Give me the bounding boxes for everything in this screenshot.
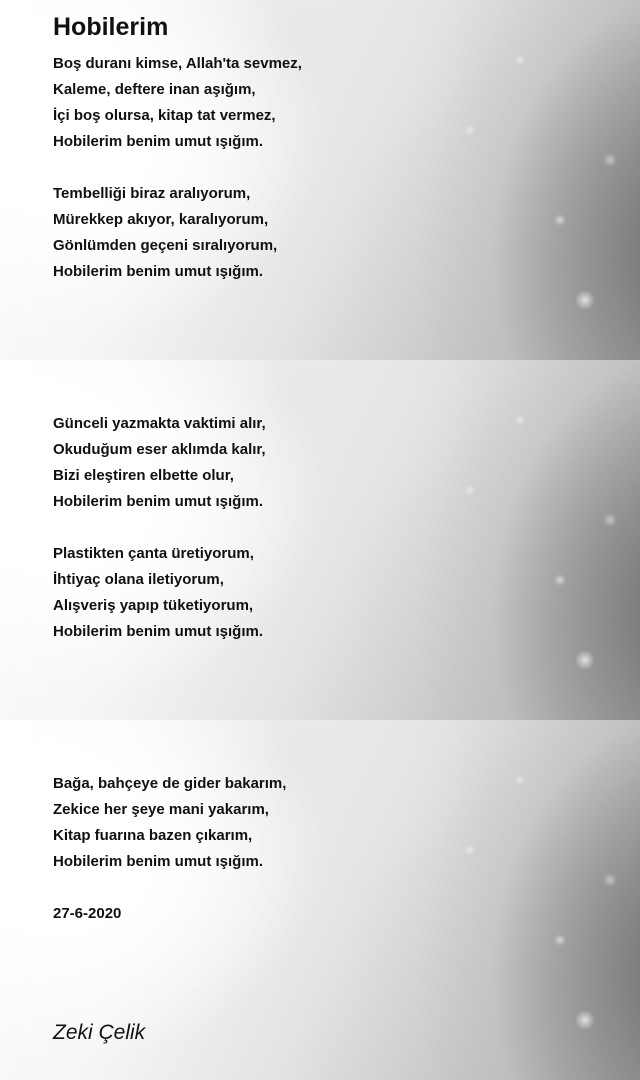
poem-panel-2 (0, 360, 640, 720)
poem-line: Boş duranı kimse, Allah'ta sevmez, (53, 55, 302, 72)
poem-line: Mürekkep akıyor, karalıyorum, (53, 211, 269, 228)
poem-line: Hobilerim benim umut ışığım. (53, 623, 264, 640)
poem-line: Günceli yazmakta vaktimi alır, (53, 415, 266, 432)
poem-line: İçi boş olursa, kitap tat vermez, (53, 107, 276, 124)
poem-line: Tembelliği biraz aralıyorum, (53, 185, 251, 202)
stanza-3 (53, 411, 266, 515)
poem-line: Kitap fuarına bazen çıkarım, (53, 827, 253, 844)
stanza-1 (53, 51, 302, 155)
poem-line: Kaleme, deftere inan aşığım, (53, 81, 256, 98)
poem-line: Bağa, bahçeye de gider bakarım, (53, 775, 287, 792)
poem-panel-3 (0, 720, 640, 1080)
poem-line: Hobilerim benim umut ışığım. (53, 133, 264, 150)
stanza-2 (53, 181, 277, 285)
poem-title: Hobilerim (53, 13, 169, 41)
poem-author: Zeki Çelik (53, 1021, 146, 1044)
poem-line: Alışveriş yapıp tüketiyorum, (53, 597, 254, 614)
poem-date: 27-6-2020 (53, 905, 122, 922)
poem-line: Hobilerim benim umut ışığım. (53, 853, 264, 870)
poem-line: Zekice her şeye mani yakarım, (53, 801, 269, 818)
poem-line: Plastikten çanta üretiyorum, (53, 545, 254, 562)
poem-line: Gönlümden geçeni sıralıyorum, (53, 237, 278, 254)
poem-line: Bizi eleştiren elbette olur, (53, 467, 234, 484)
poem-panel-1 (0, 0, 640, 360)
poem-line: Hobilerim benim umut ışığım. (53, 493, 264, 510)
poem-line: Okuduğum eser aklımda kalır, (53, 441, 266, 458)
poem-line: İhtiyaç olana iletiyorum, (53, 571, 224, 588)
stanza-5 (53, 771, 286, 875)
poem-line: Hobilerim benim umut ışığım. (53, 263, 264, 280)
stanza-4 (53, 541, 263, 645)
